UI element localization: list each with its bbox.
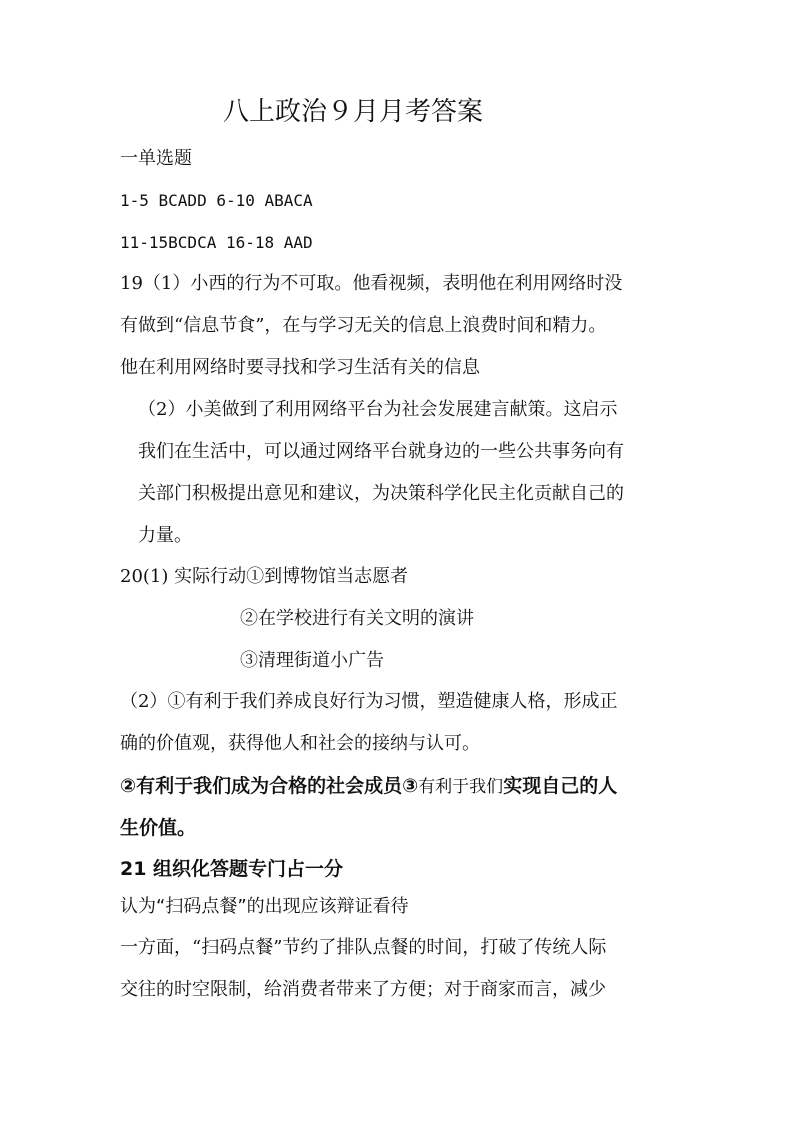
q20-line-3: ③清理街道小广告 (240, 650, 384, 671)
q19-part2-line-1: （2）小美做到了利用网络平台为社会发展建言献策。这启示 (138, 399, 618, 420)
q20-part3-segment-2: 有利于我们 (418, 777, 504, 797)
q20-line-1: 20(1) 实际行动①到博物馆当志愿者 (120, 566, 409, 587)
section-heading-single-choice: 一单选题 (120, 148, 192, 169)
q20-part2-line-2: 确的价值观，获得他人和社会的接纳与认可。 (120, 733, 480, 754)
q20-line-2: ②在学校进行有关文明的演讲 (240, 608, 474, 629)
q19-line-1: 19（1）小西的行为不可取。他看视频，表明他在利用网络时没 (120, 273, 623, 294)
q19-line-3: 他在利用网络时要寻找和学习生活有关的信息 (120, 357, 480, 378)
answers-row-1: 1-5 BCADD 6-10 ABACA (120, 191, 313, 210)
q20-part3-line-1 (120, 775, 617, 798)
q20-part3-segment-1: ②有利于我们成为合格的社会成员③ (120, 775, 419, 797)
q20-part2-line-1: （2）①有利于我们养成良好行为习惯，塑造健康人格，形成正 (120, 691, 618, 712)
q19-part2-line-4: 力量。 (138, 525, 192, 546)
q19-line-2: 有做到“信息节食”，在与学习无关的信息上浪费时间和精力。 (120, 315, 607, 336)
q20-part3-line-2: 生价值。 (120, 817, 197, 839)
q21-line-3: 交往的时空限制，给消费者带来了方便；对于商家而言，减少 (120, 979, 606, 1000)
q21-line-1: 认为“扫码点餐”的出现应该辩证看待 (120, 896, 409, 917)
page-title: 八上政治９月月考答案 (223, 97, 484, 127)
q19-part2-line-3: 关部门积极提出意见和建议，为决策科学化民主化贡献自己的 (138, 483, 624, 504)
answers-row-2: 11-15BCDCA 16-18 AAD (120, 233, 313, 252)
q19-part2-line-2: 我们在生活中，可以通过网络平台就身边的一些公共事务向有 (138, 441, 624, 462)
q20-part3-segment-3: 实现自己的人 (503, 775, 618, 797)
q21-heading: 21 组织化答题专门占一分 (120, 858, 344, 880)
q21-line-2: 一方面，“扫码点餐”节约了排队点餐的时间，打破了传统人际 (120, 937, 607, 958)
